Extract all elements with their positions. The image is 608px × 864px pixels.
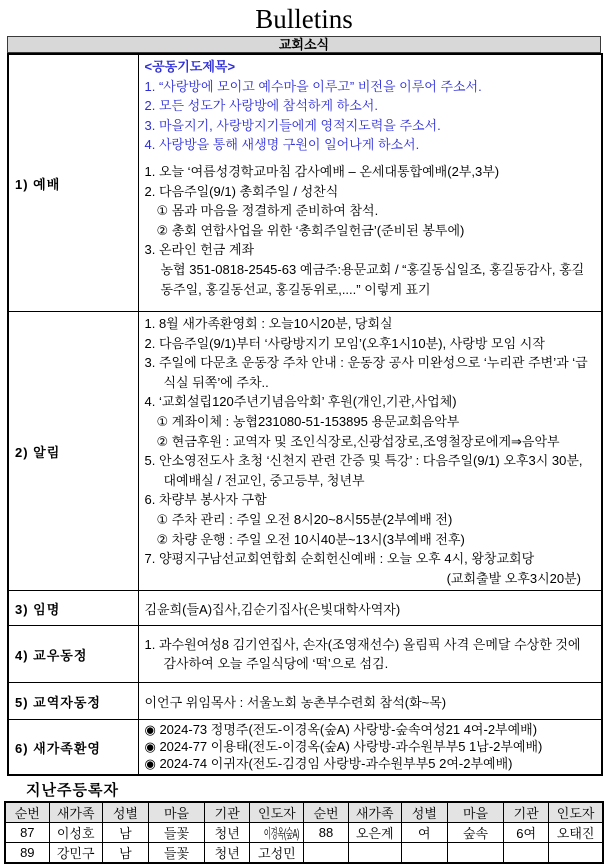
bulletin-table xyxy=(7,53,603,776)
cell-seq: 87 xyxy=(5,823,49,843)
notice-subitem: ② 현금후원 : 교역자 및 조인식장로,신광섭장로,조영철장로에게⇒음악부 xyxy=(156,433,560,449)
church-news-bar xyxy=(7,36,601,53)
header-cell: 마을 xyxy=(148,802,204,823)
worship-content xyxy=(138,54,602,312)
cell-org: 청년 xyxy=(205,823,250,843)
worship-item: 3. 온라인 헌금 계좌 xyxy=(144,242,255,258)
prayer-item: 4. 사랑방을 통해 새생명 구원이 일어나게 하소서. xyxy=(144,137,420,153)
member-news-content xyxy=(138,626,602,683)
new-family-item: ◉ 2024-77 이용태(전도-이경옥(숲A) 사랑방-과수원부부5 1남-2부예배) xyxy=(144,739,543,755)
cell-org: 6여 xyxy=(504,823,549,843)
cell-guide xyxy=(250,823,304,843)
notice-item: 5. 안소영전도사 초청 ‘신천지 관련 간증 및 특강’ : 다음주일(9/1) 오후3시 30분, 대예배실 / 전교인, 중고등부, 청년부 xyxy=(144,453,583,488)
registrant-row xyxy=(5,823,603,843)
header-cell: 새가족 xyxy=(49,802,102,823)
section-label-appointment: 3) 임명 xyxy=(8,591,138,626)
header-cell: 마을 xyxy=(447,802,503,823)
section-row-notice xyxy=(8,312,602,591)
header-cell: 성별 xyxy=(401,802,447,823)
section-row-pastor-news xyxy=(8,683,602,720)
section-label-pastor-news: 5) 교역자동정 xyxy=(8,683,138,720)
worship-subitem: ② 총회 연합사업을 위한 ‘총회주일헌금’(준비된 봉투에) xyxy=(156,222,465,238)
notice-subitem: ① 계좌이체 : 농협231080-51-153895 용문교회음악부 xyxy=(156,413,460,429)
section-label-worship: 1) 예배 xyxy=(8,54,138,312)
cell-name: 강민구 xyxy=(49,843,102,864)
header-cell: 순번 xyxy=(304,802,348,823)
cell-gender: 남 xyxy=(102,823,148,843)
prayer-title: <공동기도제목> xyxy=(144,59,236,74)
cell-gender: 남 xyxy=(102,843,148,864)
header-cell: 기관 xyxy=(205,802,250,823)
cell-org xyxy=(504,843,549,864)
cell-guide: 오태진 xyxy=(549,823,603,843)
registrants-table xyxy=(4,801,604,864)
member-news-item: 1. 과수원여성8 김기연집사, 손자(조영재선수) 올림픽 사격 은메달 수상한 것에 감사하여 오늘 주일식당에 ‘떡’으로 섬김. xyxy=(144,636,581,672)
cell-org: 청년 xyxy=(205,843,250,864)
prayer-item: 3. 마을지기, 사랑방지기들에게 영적지도력을 주소서. xyxy=(144,117,441,133)
cell-name: 오은계 xyxy=(348,823,401,843)
cell-village xyxy=(447,843,503,864)
church-news-label: 교회소식 xyxy=(278,37,330,52)
notice-item: 7. 양평지구남선교회연합회 순회헌신예배 : 오늘 오후 4시, 왕창교회당 xyxy=(144,551,535,567)
new-family-content xyxy=(138,720,602,776)
notice-item: 6. 차량부 봉사자 구함 xyxy=(144,492,267,508)
new-family-item: ◉ 2024-73 정명주(전도-이경옥(숲A) 사랑방-숲속여성21 4여-2부예배) xyxy=(144,722,538,738)
notice-content xyxy=(138,312,602,591)
section-label-member-news: 4) 교우동정 xyxy=(8,626,138,683)
prayer-item: 1. “사랑방에 모이고 예수마을 이루고” 비전을 이루어 주소서. xyxy=(144,78,482,94)
cell-name xyxy=(348,843,401,864)
cell-village: 들꽃 xyxy=(148,823,204,843)
header-cell: 순번 xyxy=(5,802,49,823)
notice-item: 3. 주일에 다문초 운동장 주차 안내 : 운동장 공사 미완성으로 ‘누리관 주변’과 ‘급식실 뒤쪽’에 주차.. xyxy=(144,355,588,390)
cell-name: 이성호 xyxy=(49,823,102,843)
worship-item: 1. 오늘 ‘여름성경학교마침 감사예배 – 온세대통합예배(2부,3부) xyxy=(144,163,500,179)
worship-bank-info: 농협 351-0818-2545-63 예금주:용문교회 / “홍길동십일조, 홍길동감사, 홍길동주일, 홍길동선교, 홍길동위로,....” 이렇게 표기 xyxy=(160,261,585,297)
pastor-news-content: 이언구 위임목사 : 서울노회 농촌부수련회 참석(화~목) xyxy=(138,683,602,720)
cell-village: 숲속 xyxy=(447,823,503,843)
header-cell: 인도자 xyxy=(250,802,304,823)
cell-gender: 여 xyxy=(401,823,447,843)
section-row-member-news xyxy=(8,626,602,683)
appointment-content: 김윤희(들A)집사,김순기집사(은빛대학사역자) xyxy=(138,591,602,626)
page-title: Bulletins xyxy=(255,4,353,34)
header-cell: 기관 xyxy=(504,802,549,823)
notice-item: 2. 다음주일(9/1)부터 ‘사랑방지기 모임’(오후1시10분), 사랑방 모임 시작 xyxy=(144,335,545,351)
cell-village: 들꽃 xyxy=(148,843,204,864)
notice-item: 4. ‘교회설립120주년기념음악회’ 후원(개인,기관,사업체) xyxy=(144,394,457,410)
registrant-row xyxy=(5,843,603,864)
cell-guide xyxy=(549,843,603,864)
notice-subitem: ① 주차 관리 : 주일 오전 8시20~8시55분(2부예배 전) xyxy=(156,511,453,527)
worship-subitem: ① 몸과 마음을 정결하게 준비하여 참석. xyxy=(156,203,379,219)
registrants-title: 지난주등록자 xyxy=(26,782,119,800)
cell-gender xyxy=(401,843,447,864)
cell-seq xyxy=(304,843,348,864)
cell-seq: 88 xyxy=(304,823,348,843)
prayer-item: 2. 모든 성도가 사랑방에 참석하게 하소서. xyxy=(144,98,378,114)
section-row-worship xyxy=(8,54,602,312)
section-label-new-family: 6) 새가족환영 xyxy=(8,720,138,776)
prayer-block xyxy=(145,57,596,155)
section-row-new-family xyxy=(8,720,602,776)
registrants-header-row xyxy=(5,802,603,823)
new-family-item: ◉ 2024-74 이귀자(전도-김경임 사랑방-과수원부부5 2여-2부예배) xyxy=(144,755,513,771)
cell-guide-text: 이경옥(숲A) xyxy=(263,826,300,842)
notice-subitem: ② 차량 운행 : 주일 오전 10시40분~13시(3부예배 전후) xyxy=(156,531,465,547)
notice-item: 1. 8월 새가족환영회 : 오늘10시20분, 당회실 xyxy=(144,316,393,331)
notice-item-departure: (교회출발 오후3시20분) xyxy=(446,570,581,586)
header-cell: 성별 xyxy=(102,802,148,823)
worship-item: 2. 다음주일(9/1) 총회주일 / 성찬식 xyxy=(144,183,339,199)
section-row-appointment xyxy=(8,591,602,626)
cell-guide: 고성민 xyxy=(250,843,304,864)
cell-seq: 89 xyxy=(5,843,49,864)
header-cell: 인도자 xyxy=(549,802,603,823)
header-cell: 새가족 xyxy=(348,802,401,823)
section-label-notice: 2) 알림 xyxy=(8,312,138,591)
